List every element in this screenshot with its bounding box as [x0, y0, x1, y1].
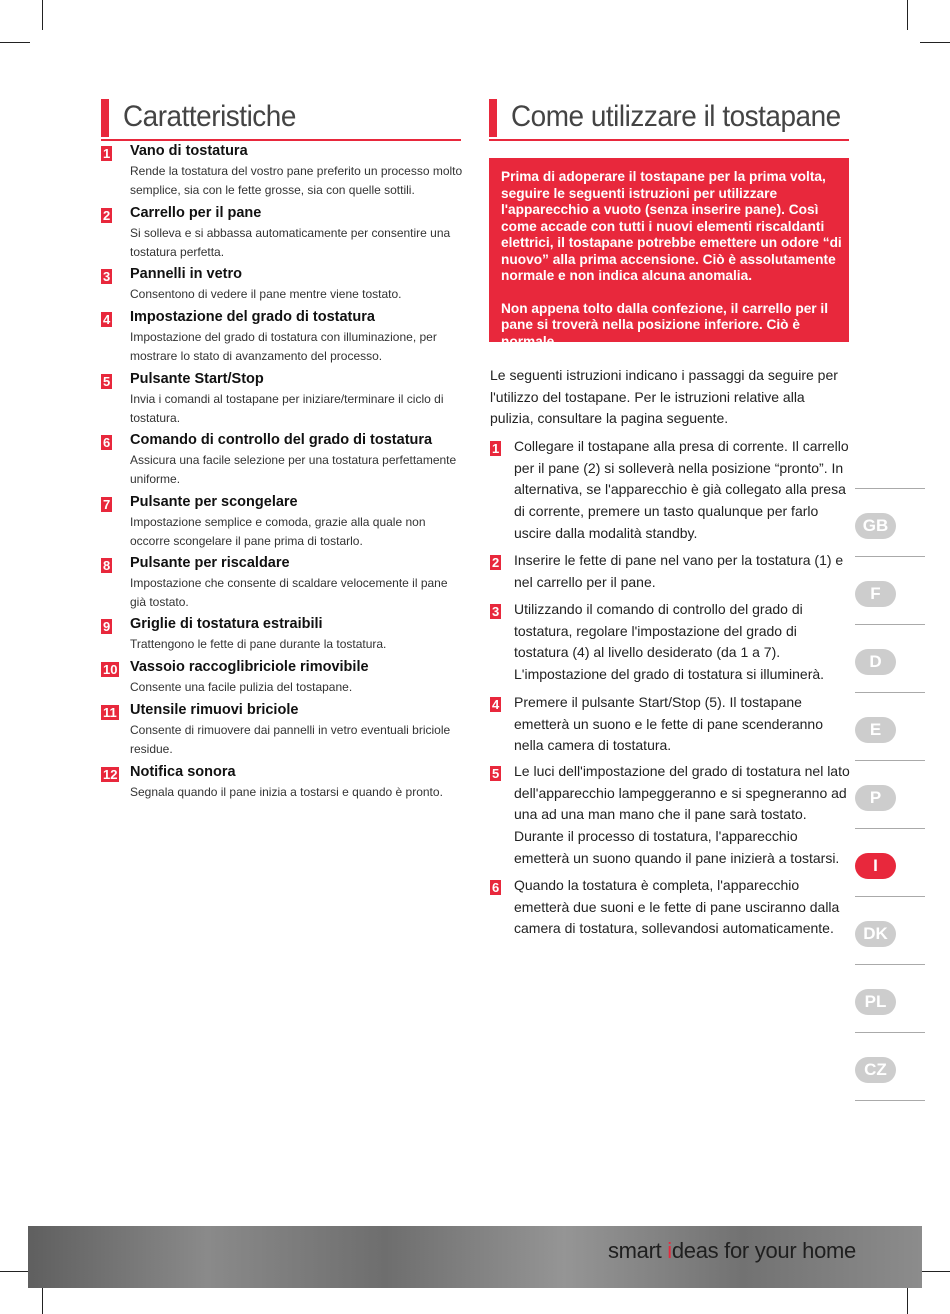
feature-title: Utensile rimuovi briciole: [130, 702, 299, 718]
usage-title: Come utilizzare il tostapane: [511, 100, 841, 133]
language-tabs-divider: [855, 1100, 925, 1101]
language-code: D: [855, 649, 896, 675]
feature-title: Impostazione del grado di tostatura: [130, 309, 375, 325]
feature-description: Impostazione semplice e comoda, grazie alla quale non occorre scongelare il pane prima di tostarlo.: [130, 515, 426, 548]
heading-accent-bar: [101, 99, 109, 137]
tagline-text: deas for your home: [671, 1238, 856, 1263]
crop-mark: [42, 0, 43, 30]
language-code: P: [855, 785, 896, 811]
crop-mark: [0, 42, 30, 43]
feature-title: Comando di controllo del grado di tostatura: [130, 432, 433, 448]
feature-number: 3: [103, 269, 111, 284]
feature-description: Si solleva e si abbassa automaticamente per consentire una tostatura perfetta.: [130, 226, 451, 259]
feature-description: Consente una facile pulizia del tostapane.: [130, 680, 353, 694]
language-tab-gb[interactable]: [855, 488, 925, 557]
brand-tagline: [608, 1238, 856, 1264]
step-number: 4: [492, 697, 500, 712]
feature-description: Impostazione del grado di tostatura con illuminazione, per mostrare lo stato di avanzamento del processo.: [130, 330, 437, 363]
feature-number: 1: [103, 146, 111, 161]
feature-title: Pulsante per riscaldare: [130, 555, 290, 571]
step-text: Utilizzando il comando di controllo del grado di tostatura, regolare l'impostazione del grado di tostatura (4) al livello desiderato (da 1 a 7). L'impostazione del grado di tostatura si illuminerà.: [514, 601, 825, 683]
feature-number: 12: [103, 767, 118, 782]
warning-note: Non appena tolto dalla confezione, il carrello per il pane si troverà nella posizione inferiore. Ciò è normale.: [501, 300, 829, 349]
feature-number: 2: [103, 208, 111, 223]
step-text: Collegare il tostapane alla presa di corrente. Il carrello per il pane (2) si solleverà nella posizione “pronto”. In alternativa, se l'apparecchio è già collegato alla presa di corrente, premere un tasto qualunque per farlo uscire dalla modalità standby.: [514, 438, 849, 541]
language-tab-e[interactable]: [855, 692, 925, 761]
feature-title: Pulsante per scongelare: [130, 494, 298, 510]
feature-description: Assicura una facile selezione per una tostatura perfettamente uniforme.: [130, 453, 457, 486]
feature-number: 7: [103, 497, 111, 512]
feature-title: Pulsante Start/Stop: [130, 371, 264, 387]
language-tab-p[interactable]: [855, 760, 925, 829]
step-number: 5: [492, 766, 500, 781]
features-title: Caratteristiche: [123, 100, 296, 133]
language-tab-i[interactable]: [855, 828, 925, 897]
language-tab-pl[interactable]: [855, 964, 925, 1033]
heading-accent-bar: [489, 99, 497, 137]
feature-description: Impostazione che consente di scaldare velocemente il pane già tostato.: [130, 576, 448, 609]
step-number: 6: [492, 880, 500, 895]
step-text: Premere il pulsante Start/Stop (5). Il tostapane emetterà un suono e le fette di pane scenderanno nella camera di tostatura.: [514, 694, 823, 754]
crop-mark: [920, 1271, 950, 1272]
tagline-text: smart: [607, 1238, 668, 1263]
feature-description: Segnala quando il pane inizia a tostarsi e quando è pronto.: [130, 785, 443, 799]
features-heading: [101, 99, 461, 141]
feature-description: Consentono di vedere il pane mentre viene tostato.: [130, 287, 402, 301]
feature-title: Pannelli in vetro: [130, 266, 242, 282]
feature-title: Notifica sonora: [130, 764, 236, 780]
feature-title: Vano di tostatura: [130, 143, 248, 159]
feature-description: Rende la tostatura del vostro pane preferito un processo molto semplice, sia con le fette grosse, sia con quelle sottili.: [130, 164, 463, 197]
feature-description: Consente di rimuovere dai pannelli in vetro eventuali briciole residue.: [130, 723, 451, 756]
step-text: Le luci dell'impostazione del grado di tostatura nel lato dell'apparecchio lampeggeranno e si spegneranno ad una ad una man mano che il pane sarà tostato. Durante il processo di tostatura, l'apparecchio emetterà un suono quando il pane inizierà a tostarsi.: [514, 763, 850, 866]
feature-number: 9: [103, 619, 111, 634]
feature-title: Vassoio raccoglibriciole rimovibile: [130, 659, 369, 675]
usage-intro: Le seguenti istruzioni indicano i passaggi da seguire per l'utilizzo del tostapane. Per le istruzioni relative alla pulizia, consultare la pagina seguente.: [490, 367, 838, 426]
language-code: E: [855, 717, 896, 743]
feature-number: 6: [103, 435, 111, 450]
footer-band: [28, 1226, 922, 1288]
language-tab-d[interactable]: [855, 624, 925, 693]
feature-number: 5: [103, 374, 111, 389]
language-tab-f[interactable]: [855, 556, 925, 625]
language-code: DK: [855, 921, 896, 947]
warning-box: [489, 158, 849, 349]
usage-heading: [489, 99, 849, 141]
feature-description: Trattengono le fette di pane durante la tostatura.: [130, 637, 387, 651]
step-number: 1: [492, 441, 500, 456]
feature-title: Griglie di tostatura estraibili: [130, 616, 323, 632]
tagline-accent: i: [667, 1238, 672, 1263]
feature-title: Carrello per il pane: [130, 205, 262, 221]
feature-number: 11: [103, 705, 117, 720]
feature-description: Invia i comandi al tostapane per iniziare/terminare il ciclo di tostatura.: [130, 392, 444, 425]
language-tab-dk[interactable]: [855, 896, 925, 965]
step-number: 2: [492, 555, 500, 570]
language-code: CZ: [855, 1057, 896, 1083]
feature-number: 8: [103, 558, 111, 573]
feature-number: 4: [103, 312, 111, 327]
warning-text: Prima di adoperare il tostapane per la prima volta, seguire le seguenti istruzioni per utilizzare l'apparecchio a vuoto (senza inserire pane). Così come accade con tutti i nuovi elementi riscaldanti elettrici, il tostapane potrebbe emettere un odore “di nuovo” alla prima accensione. Ciò è assolutamente normale e non indica alcuna anomalia.: [501, 169, 842, 283]
language-code: I: [855, 853, 896, 879]
language-code: PL: [855, 989, 896, 1015]
crop-mark: [42, 1284, 43, 1314]
step-number: 3: [492, 604, 500, 619]
language-code: F: [855, 581, 896, 607]
crop-mark: [907, 1284, 908, 1314]
crop-mark: [0, 1271, 30, 1272]
language-tab-cz[interactable]: [855, 1032, 925, 1101]
language-code: GB: [855, 513, 896, 539]
step-text: Quando la tostatura è completa, l'apparecchio emetterà due suoni e le fette di pane usciranno dalla camera di tostatura, sollevandosi automaticamente.: [514, 877, 840, 937]
step-text: Inserire le fette di pane nel vano per la tostatura (1) e nel carrello per il pane.: [514, 552, 844, 590]
crop-mark: [907, 0, 908, 30]
feature-number: 10: [103, 662, 118, 677]
crop-mark: [920, 42, 950, 43]
